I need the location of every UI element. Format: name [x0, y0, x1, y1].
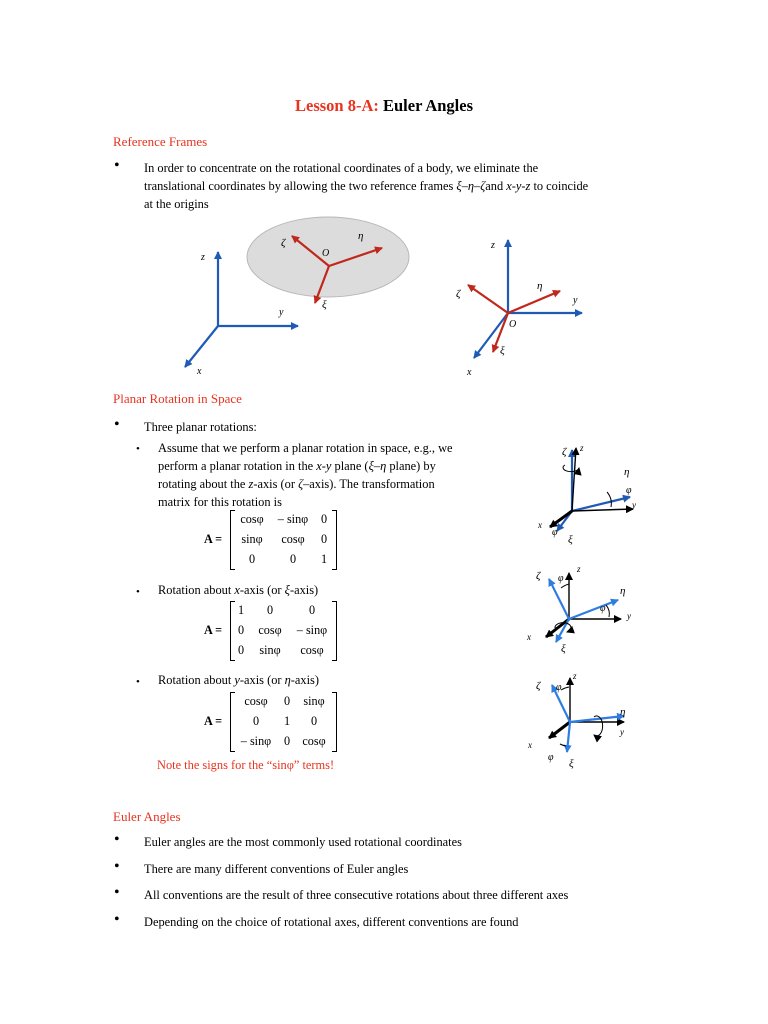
x-label: x — [528, 740, 532, 750]
matrix-cell: cosφ — [300, 643, 324, 657]
phi-label: φ — [600, 603, 606, 614]
section-planar-rotation: Planar Rotation in Space — [113, 391, 242, 406]
sub-bullet-dot: • — [136, 586, 140, 598]
planar-item1-text — [158, 439, 508, 511]
matrix-cell: cosφ — [240, 512, 264, 526]
matrix-z — [204, 510, 340, 570]
matrix-cell: 0 — [308, 603, 316, 617]
bullet-dot: • — [114, 858, 120, 875]
text-span: plane) by — [386, 459, 436, 473]
planar-item3-text — [158, 671, 319, 689]
matrix-cell: 1 — [283, 714, 291, 728]
matrix-cell: 0 — [248, 552, 256, 566]
sin-signs-note: Note the signs for the “sinφ” terms! — [157, 758, 335, 772]
xi-label: ξ — [500, 345, 505, 357]
text-span: -axis) — [289, 583, 319, 597]
text-line: matrix for this rotation is — [158, 495, 282, 509]
eta-label: η — [620, 585, 626, 597]
matrix-cell: cosφ — [258, 623, 282, 637]
xi-label: ξ — [322, 299, 327, 311]
text-span: to coincide — [530, 179, 589, 193]
eta-label: η — [537, 280, 543, 292]
matrix-cell: 1 — [320, 552, 328, 566]
matrix-cell: 0 — [252, 714, 260, 728]
xi-label: ξ — [569, 758, 574, 770]
text-span: x — [234, 583, 240, 597]
zeta-label: ζ — [456, 288, 461, 300]
matrix-cell: – sinφ — [296, 623, 328, 637]
text-line: In order to concentrate on the rotational coordinates of a body, we eliminate the — [144, 161, 539, 175]
bracket-right — [332, 510, 337, 570]
text-span: -axis (or — [239, 673, 285, 687]
euler-item: Euler angles are the most commonly used rotational coordinates — [144, 835, 462, 849]
y-label: y — [627, 611, 631, 621]
text-line: at the origins — [144, 197, 209, 211]
matrix-label: A = — [204, 532, 223, 546]
matrix-cell: sinφ — [259, 643, 281, 657]
text-span: rotating about the — [158, 477, 249, 491]
y-label: y — [632, 500, 636, 510]
text-span: plane ( — [331, 459, 369, 473]
zeta-label: ζ — [562, 446, 567, 458]
text-span: ξ — [284, 583, 290, 597]
phi-label: φ — [558, 573, 564, 584]
xyz-frame: x-y-z — [506, 179, 531, 193]
z-label: z — [201, 252, 205, 263]
z-label: z — [577, 564, 581, 574]
matrix-cell: cosφ — [244, 694, 268, 708]
matrix-cell: 0 — [320, 532, 328, 546]
y-label: y — [573, 295, 578, 306]
matrix-cell: – sinφ — [240, 734, 272, 748]
text-span: -axis) — [290, 673, 320, 687]
text-span: y — [234, 673, 240, 687]
origin-label: O — [509, 319, 517, 330]
x-label: x — [527, 632, 531, 642]
matrix-cell: sinφ — [303, 694, 325, 708]
sub-bullet-dot: • — [136, 443, 140, 455]
eta-label: η — [620, 706, 626, 718]
matrix-cell: 0 — [283, 734, 291, 748]
matrix-cell: 0 — [283, 694, 291, 708]
phi-label: φ — [556, 682, 562, 693]
matrix-y — [204, 692, 340, 752]
rotation-x-figure — [526, 564, 631, 655]
text-span: Rotation about — [158, 673, 235, 687]
bullet-dot: • — [114, 416, 120, 433]
eta-label: η — [624, 466, 630, 478]
matrix-cell: sinφ — [241, 532, 263, 546]
bracket-right — [332, 692, 337, 752]
section-euler-angles: Euler Angles — [113, 809, 181, 824]
z-label: z — [580, 443, 584, 453]
matrix-cell: cosφ — [281, 532, 305, 546]
xi-label: ξ — [561, 643, 566, 655]
xi-label: ξ — [568, 534, 573, 546]
euler-item: There are many different conventions of Euler angles — [144, 862, 409, 876]
body-frame — [247, 217, 409, 311]
euler-item: All conventions are the result of three consecutive rotations about three different axes — [144, 888, 569, 902]
phi-label: φ — [548, 752, 554, 763]
origin-label: O — [322, 248, 330, 259]
sub-bullet-dot: • — [136, 676, 140, 688]
matrix-cell: 0 — [320, 512, 328, 526]
euler-item: Depending on the choice of rotational axes, different conventions are found — [144, 915, 519, 929]
matrix-cell: 1 — [237, 603, 245, 617]
title-prefix: Lesson 8-A: — [294, 96, 379, 115]
zeta-label: ζ — [281, 237, 286, 249]
text-line — [158, 475, 508, 493]
text-span: -axis (or — [253, 477, 299, 491]
matrix-cell: – sinφ — [277, 512, 309, 526]
phi-label: φ — [626, 485, 632, 496]
z-label: z — [491, 240, 495, 251]
text-span: ζ — [298, 477, 304, 491]
coincident-frames — [456, 240, 582, 378]
rotation-z-figure — [537, 443, 636, 546]
x-label: x — [538, 520, 542, 530]
text-span: ξ–η — [368, 459, 387, 473]
title-main: Euler Angles — [383, 96, 474, 115]
y-label: y — [279, 307, 284, 318]
text-span: -axis (or — [239, 583, 285, 597]
bullet-dot: • — [114, 157, 120, 174]
matrix-x — [204, 601, 340, 661]
bullet-dot: • — [114, 884, 120, 901]
zeta-label: ζ — [536, 680, 541, 692]
text-span: x-y — [316, 459, 332, 473]
text-span: Rotation about — [158, 583, 235, 597]
matrix-cell: 0 — [237, 623, 245, 637]
text-span: translational coordinates by allowing the two reference frames — [144, 179, 457, 193]
phi-label: φ — [552, 527, 558, 538]
matrix-cell: 0 — [266, 603, 274, 617]
text-span: and — [485, 179, 507, 193]
zeta-label: ζ — [536, 570, 541, 582]
matrix-label: A = — [204, 714, 223, 728]
bracket-right — [332, 601, 337, 661]
section-reference-frames: Reference Frames — [113, 134, 208, 149]
y-label: y — [620, 727, 624, 737]
eta-label: η — [358, 230, 364, 242]
z-label: z — [573, 671, 577, 681]
x-label: x — [197, 366, 202, 377]
matrix-cell: cosφ — [302, 734, 326, 748]
matrix-cell: 0 — [289, 552, 297, 566]
matrix-cell: 0 — [237, 643, 245, 657]
bullet-dot: • — [114, 831, 120, 848]
text-span: perform a planar rotation in the — [158, 459, 317, 473]
text-line: Assume that we perform a planar rotation in space, e.g., we — [158, 441, 453, 455]
text-span: z — [248, 477, 254, 491]
x-label: x — [467, 367, 472, 378]
planar-item2-text — [158, 581, 318, 599]
bullet-dot: • — [114, 911, 120, 928]
planar-intro: Three planar rotations: — [144, 420, 257, 434]
matrix-label: A = — [204, 623, 223, 637]
matrix-cell: 0 — [310, 714, 318, 728]
text-span: –axis). The transformation — [303, 477, 435, 491]
greek-frame: ξ–η–ζ — [456, 179, 486, 193]
rotation-y-figure — [527, 671, 625, 770]
text-line — [158, 457, 508, 475]
text-span: η — [284, 673, 291, 687]
